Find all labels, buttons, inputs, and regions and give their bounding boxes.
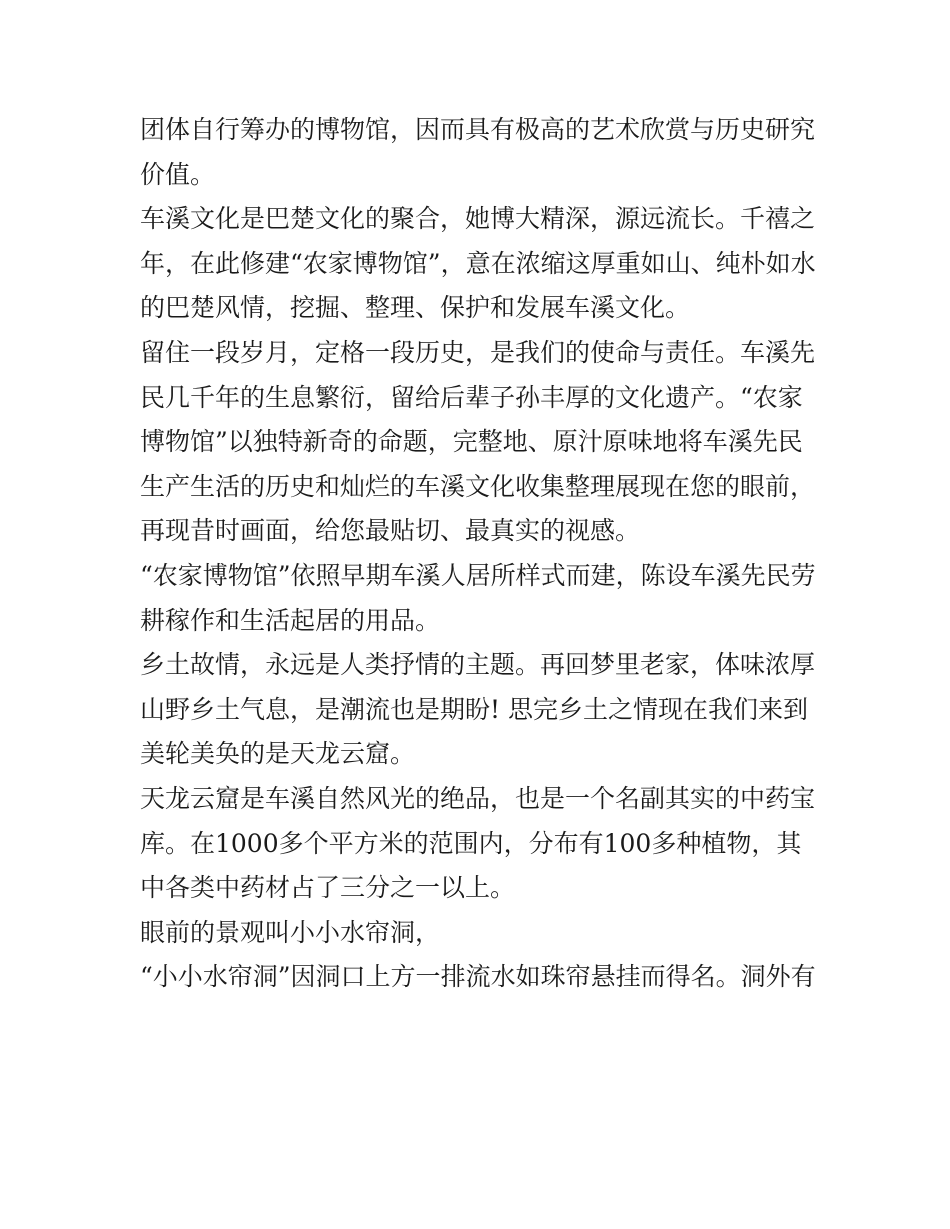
text-line: 眼前的景观叫小小水帘洞， (140, 917, 441, 947)
text-line: 年，在此修建“农家博物馆”，意在浓缩这厚重如山、纯朴如水 (140, 248, 816, 278)
text-line: 民几千年的生息繁衍，留给后辈子孙丰厚的文化遗产。“农家 (140, 382, 803, 412)
text-line: 留住一段岁月，定格一段历史，是我们的使命与责任。车溪先 (140, 337, 816, 367)
text-line: 山野乡土气息，是潮流也是期盼! 思完乡土之情现在我们来到 (140, 694, 808, 724)
text-line: 美轮美奂的是天龙云窟。 (140, 739, 416, 769)
text-line: 生产生活的历史和灿烂的车溪文化收集整理展现在您的眼前， (140, 471, 816, 501)
text-line: 耕稼作和生活起居的用品。 (140, 605, 441, 635)
text-line: 再现昔时画面，给您最贴切、最真实的视感。 (140, 516, 641, 546)
text-line: 库。在1000多个平方米的范围内，分布有100多种植物，其 (140, 828, 802, 858)
text-line: “小小水帘洞”因洞口上方一排流水如珠帘悬挂而得名。洞外有 (140, 962, 816, 992)
text-line: 中各类中药材占了三分之一以上。 (140, 873, 516, 903)
body-text (140, 108, 820, 1000)
text-line: 价值。 (140, 159, 216, 189)
text-line: 的巴楚风情，挖掘、整理、保护和发展车溪文化。 (140, 293, 691, 323)
text-line: 乡土故情，永远是人类抒情的主题。再回梦里老家，体味浓厚 (140, 650, 816, 680)
text-line: 博物馆”以独特新奇的命题，完整地、原汁原味地将车溪先民 (140, 427, 803, 457)
text-line: “农家博物馆”依照早期车溪人居所样式而建，陈设车溪先民劳 (140, 560, 816, 590)
text-line: 天龙云窟是车溪自然风光的绝品，也是一个名副其实的中药宝 (140, 783, 816, 813)
text-line: 车溪文化是巴楚文化的聚合，她博大精深，源远流长。千禧之 (140, 204, 816, 234)
text-line: 团体自行筹办的博物馆，因而具有极高的艺术欣赏与历史研究 (140, 115, 816, 144)
